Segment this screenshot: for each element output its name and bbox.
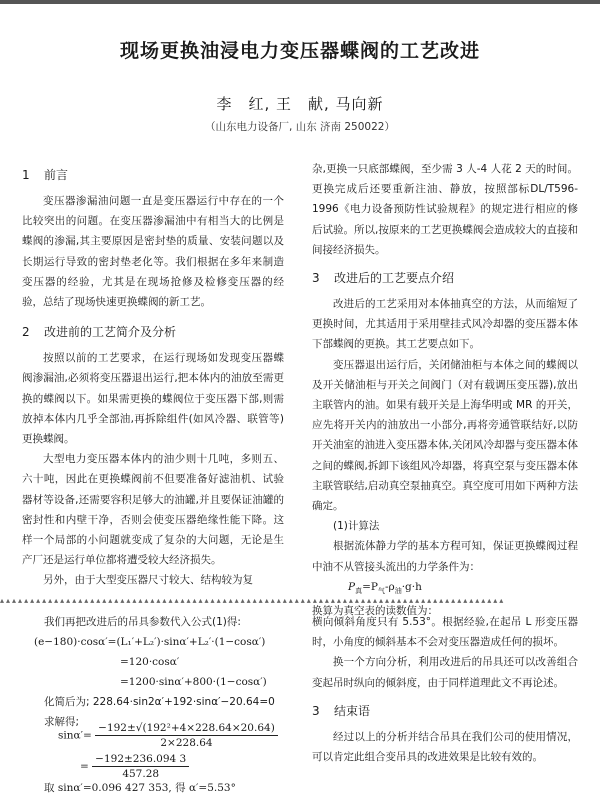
equation-line: =1200·sinα′+800·(1−cosα′)	[120, 676, 267, 689]
solution-2	[80, 752, 189, 781]
paragraph: 根据流体静力学的基本方程可知，保证更换蝶阀过程中油不从管接头流出的力学条件为：	[312, 540, 578, 573]
solution-1	[58, 721, 278, 750]
eq-subscript: 气	[377, 586, 385, 595]
fraction-numerator: −192±√(192²+4×228.64×20.64)	[95, 721, 278, 736]
section-number: 2	[22, 325, 30, 340]
eq-symbol: P	[348, 580, 356, 593]
paragraph: 我们再把改进后的吊具参数代入公式(1)得:	[44, 616, 241, 628]
solution-final: 取 sinα′=0.096 427 353, 得 α′=5.53°	[44, 782, 236, 794]
subsection-title: (1)计算法	[333, 520, 380, 533]
eq-part: =P	[362, 580, 378, 593]
paragraph: 换一个方向分析，利用改进后的吊具还可以改善组合变起吊时纵向的倾斜度，由于同样道理此文不再论述。	[312, 656, 578, 689]
paragraph: 变压器渗漏油问题一直是变压器运行中存在的一个比较突出的问题。在变压器渗漏油中有相当大的比例是蝶阀的渗漏,其主要原因是密封垫的质量、安装问题以及长期运行导致的密封垫老化等。我们根据在多年来制造变压器的经验，尤其是在现场抢修及检修变压器的经验，总结了现场快速更换蝶阀的新工艺。	[22, 195, 284, 309]
lower-right-column	[312, 612, 578, 767]
eq-part: sinα′=	[58, 729, 92, 742]
paragraph: 求解得;	[44, 716, 80, 729]
fraction-denominator: 2×228.64	[160, 737, 213, 749]
paper-title: 现场更换油浸电力变压器蝶阀的工艺改进	[119, 40, 480, 62]
paragraph: 按照以前的工艺要求，在运行现场如发现变压器蝶阀渗漏油,必须将变压器退出运行,把本体内的油放至需更换的蝶阀以下。如果需更换的蝶阀位于变压器下部,则需放掉本体内几乎全部油,再拆除组件(如风冷器、联管等)更换蝶阀。	[22, 352, 284, 446]
section-number: 3	[312, 703, 320, 718]
section-number: 3	[312, 271, 320, 286]
paragraph: 经过以上的分析并结合吊具在我们公司的使用情况，可以肯定此组合变吊具的改进效果是比较有效的。	[312, 730, 578, 764]
section-title: 结束语	[334, 703, 371, 718]
section-number: 1	[22, 168, 30, 182]
equation-line: (e−180)·cosα′=(L₁′+L₂′)·sinα′+L₂′·(1−cosα′)	[34, 636, 266, 649]
paragraph: 横向倾斜角度只有 5.53°。根据经验,在起吊 L 形变压器时，小角度的倾斜基本不会对变压器造成任何的损坏。	[312, 616, 578, 649]
paragraph: 杂,更换一只底部蝶阀，至少需 3 人-4 人花 2 天的时间。更换完成后还要重新注油、静放，按照部标DL/T596-1996《电力设备预防性试验规程》的规定进行相应的修后试验。所以,按原来的工艺更换蝶阀会造成较大的直接和间接经济损失。	[312, 163, 578, 256]
equation-line: 化简后为; 228.64·sin2α′+192·sinα′−20.64=0	[44, 696, 275, 709]
section-title: 改进后的工艺要点介绍	[334, 271, 455, 286]
fraction-numerator: −192±236.094 3	[92, 752, 189, 767]
section-title: 前言	[44, 168, 69, 182]
authors: 李 红, 王 献, 马向新	[216, 95, 384, 113]
conclusion-heading	[312, 701, 578, 721]
eq-part: =	[80, 760, 89, 773]
right-column	[312, 159, 578, 621]
section-3-heading	[312, 268, 578, 288]
top-rule	[0, 0, 600, 4]
section-title: 改进前的工艺简介及分析	[44, 325, 177, 340]
eq-subscript: 真	[355, 586, 363, 595]
eq-part: -ρ	[384, 580, 395, 593]
fraction-denominator: 457.28	[122, 768, 160, 780]
paragraph: 改进后的工艺采用对本体抽真空的方法，从而缩短了更换时间，尤其适用于采用壁挂式风冷却器的变压器本体下部蝶阀的更换。其工艺要点如下。	[312, 298, 578, 351]
fraction	[95, 721, 278, 750]
paragraph: 换算为真空表的读数值为：	[312, 604, 438, 617]
paragraph: 大型电力变压器本体内的油少则十几吨，多则五、六十吨，因此在更换蝶阀前不但要准备好滤油机、试验器材等设备,还需要容积足够大的油罐,并且要保证油罐的密封性和内壁干净，否则会使变压器绝缘性能下降。这样一个局部的小问题就变成了复杂的大问题，无论是生产厂还是运行单位都将遭受较大经济损失。	[22, 453, 284, 567]
lower-left-column	[34, 612, 294, 733]
section-2-heading	[22, 322, 284, 342]
left-column	[22, 165, 284, 591]
paragraph: 变压器退出运行后，关闭储油柜与本体之间的蝶阀以及开关储油柜与开关之间阀门（对有载调压变压器),放出主联管内的油。如果有载开关是上海华明或 MR 的开关，应先将开关内的油放出一小部分,再将旁通管联结好,以防开关油室的油进入变压器本体,关闭风冷却器与变压器本体之间的蝶阀,拆卸下该组风冷却器，将真空泵与变压器本体主联管联结,启动真空泵抽真空。真空度可用如下两种方法确定。	[312, 358, 578, 513]
affiliation: （山东电力设备厂, 山东 济南 250022）	[205, 121, 395, 133]
paragraph: 另外，由于大型变压器尺寸较大、结构较为复	[43, 574, 253, 587]
section-1-heading	[22, 165, 284, 185]
equation-line: =120·cosα′	[120, 656, 180, 669]
fraction	[92, 752, 189, 781]
article-divider: ▴▴▴▴▴▴▴▴▴▴▴▴▴▴▴▴▴▴▴▴▴▴▴▴▴▴▴▴▴▴▴▴▴▴▴▴▴▴▴▴▴▴▴▴▴▴▴▴▴▴▴▴▴▴▴▴▴▴▴▴▴▴▴▴▴▴▴▴▴▴▴▴▴▴▴▴▴▴▴▴▴▴▴▴	[0, 596, 506, 605]
eq-subscript: 油	[394, 586, 402, 595]
eq-part: ·g·h	[401, 580, 422, 593]
